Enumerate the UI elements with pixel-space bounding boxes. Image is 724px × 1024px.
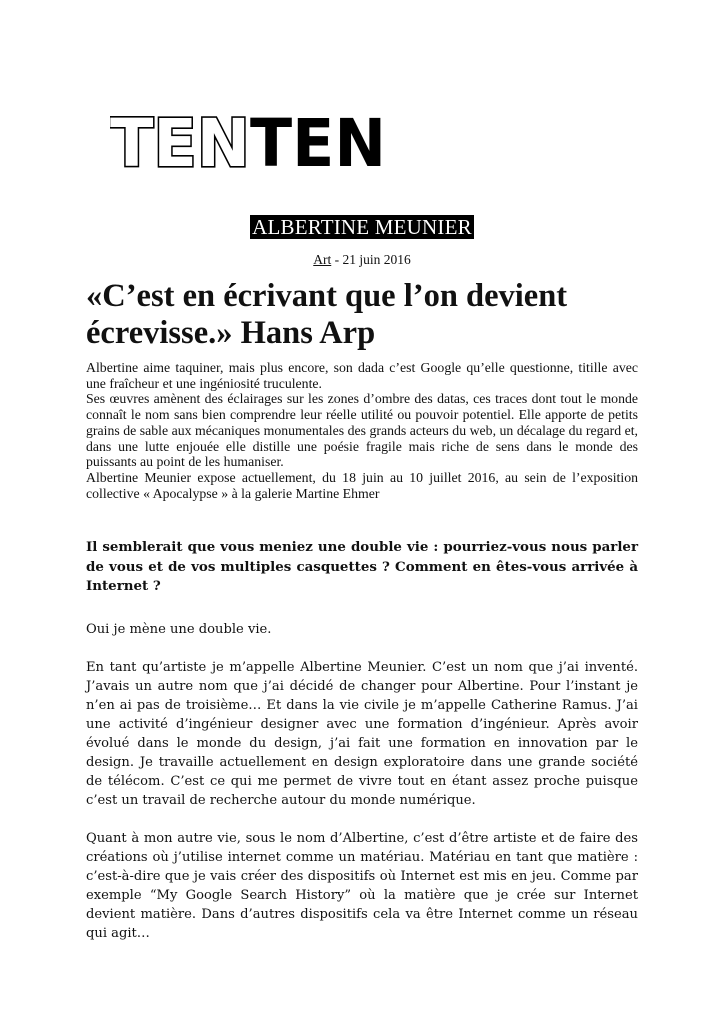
tenten-logo[interactable]: [110, 110, 390, 174]
interview-question: Il semblerait que vous meniez une double vie : pourriez-vous nous parler de vous et de vos multiples casquettes ? Comment en êtes-vous arrivée à Internet ?: [86, 539, 638, 594]
interview-answer: [86, 620, 638, 962]
author-banner: [0, 215, 724, 239]
article-meta: [0, 252, 724, 268]
category-link[interactable]: Art: [313, 252, 332, 267]
article-title: «C’est en écrivant que l’on devient écrevisse.» Hans Arp: [86, 278, 568, 351]
intro-paragraph: Ses œuvres amènent des éclairages sur les zones d’ombre des datas, ces traces dont tout le monde connaît le nom sans bien comprendre leur réelle utilité ou pouvoir potentiel. Elle apporte de petits grains de sable aux mécaniques monumentales des grands acteurs du web, un décalage du regard et, dans une lutte enjouée elle distille une poésie fragile mais riche de sens dans le monde des puissants au point de les humaniser.: [86, 391, 638, 470]
author-name: ALBERTINE MEUNIER: [252, 215, 472, 239]
logo-outline-text: TEN: [110, 110, 250, 174]
intro-paragraph: Albertine aime taquiner, mais plus encore, son dada c’est Google qu’elle questionne, titille avec une fraîcheur et une ingéniosité truculente.: [86, 360, 638, 391]
article-date: - 21 juin 2016: [331, 252, 411, 267]
answer-paragraph: En tant qu’artiste je m’appelle Albertine Meunier. C’est un nom que j’ai inventé. J’avais un autre nom que j’ai décidé de changer pour Albertine. Pour l’instant je n’en ai pas de troisième… Et dans la vie civile je m’appelle Catherine Ramus. J’ai une activité d’ingénieur designer avec une formation d’ingénieur. Après avoir évolué dans le monde du design, j’ai fait une formation en innovation par le design. Je travaille actuellement en design exploratoire dans une grande société de télécom. C’est ce qui me permet de vivre tout en étant assez proche puisque c’est un travail de recherche autour du monde numérique.: [86, 659, 638, 809]
intro-paragraph: Albertine Meunier expose actuellement, du 18 juin au 10 juillet 2016, au sein de l’exposition collective « Apocalypse » à la galerie Martine Ehmer: [86, 469, 638, 501]
tenten-logo-image: [110, 110, 390, 174]
logo-solid-text: TEN: [250, 110, 386, 174]
article-intro: [86, 360, 638, 501]
answer-paragraph: Oui je mène une double vie.: [86, 622, 272, 637]
answer-paragraph: Quant à mon autre vie, sous le nom d’Albertine, c’est d’être artiste et de faire des créations où j’utilise internet comme un matériau. Matériau en tant que matière : c’est-à-dire que je vais créer des dispositifs où Internet est mis en jeu. Comme par exemple “My Google Search History” où la matière que je crée sur Internet devient matière. Dans d’autres dispositifs cela va être Internet comme un réseau qui agit…: [86, 830, 638, 942]
